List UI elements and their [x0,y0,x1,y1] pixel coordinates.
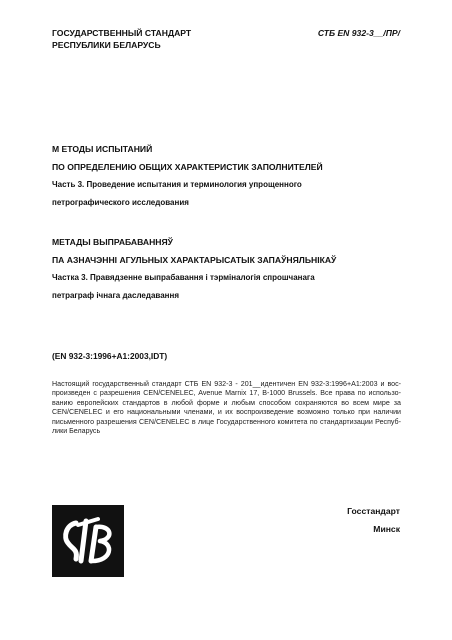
notice-line: письменного разрешения CEN/CENELEC в лице Государственного комитета по стандартизации Респуб- [52,417,401,426]
russian-part-line1: Часть 3. Проведение испытания и терминология упрощенного [52,180,302,189]
belarusian-title-line1: МЕТАДЫ ВЫПРАБАВАННЯЎ [52,237,173,247]
notice-line: лики Беларусь [52,427,101,436]
publisher-name: Госстандарт [347,506,400,516]
copyright-notice [52,380,401,436]
belarusian-title-line2: ПА АЗНАЧЭННІ АГУЛЬНЫХ ХАРАКТАРЫСАТЫК ЗАПАЎНЯЛЬНІКАЎ [52,255,337,265]
notice-line: ванию европейских стандартов в любой форме и любым способом сохраняются во всем мире за [52,398,401,407]
stb-logo-icon [52,505,124,577]
standard-code: СТБ EN 932-3__/ПР/ [317,28,400,38]
russian-title-line1: М ЕТОДЫ ИСПЫТАНИЙ [52,144,153,154]
belarusian-part-line2: петраграф ічнага даследавання [52,291,179,300]
header-state-standard: ГОСУДАРСТВЕННЫЙ СТАНДАРТ [52,28,192,38]
notice-line: Настоящий государственный стандарт СТБ EN 932-3 - 201__идентичен EN 932-3:1996+A1:2003 и вос- [52,380,401,388]
russian-title-block [52,143,402,209]
publisher-city: Минск [373,524,400,534]
header-republic: РЕСПУБЛИКИ БЕЛАРУСЬ [52,40,161,50]
russian-title-line2: ПО ОПРЕДЕЛЕНИЮ ОБЩИХ ХАРАКТЕРИСТИК ЗАПОЛНИТЕЛЕЙ [52,162,323,172]
header-left [52,27,191,51]
notice-line: CEN/CENELEC и его национальными членами, и их воспроизведение возможно только при наличии [52,408,401,417]
belarusian-title-block [52,236,402,302]
belarusian-part-line1: Частка 3. Правядзенне выпрабавання і тэрміналогія спрошчанага [52,273,315,282]
notice-line: произведен с разрешения CEN/CENELEC, Avenue Marnix 17, B-1000 Brussels. Все права по использо- [52,389,401,398]
russian-part-line2: петрографического исследования [52,198,189,207]
en-reference: (EN 932-3:1996+A1:2003,IDT) [52,351,168,361]
